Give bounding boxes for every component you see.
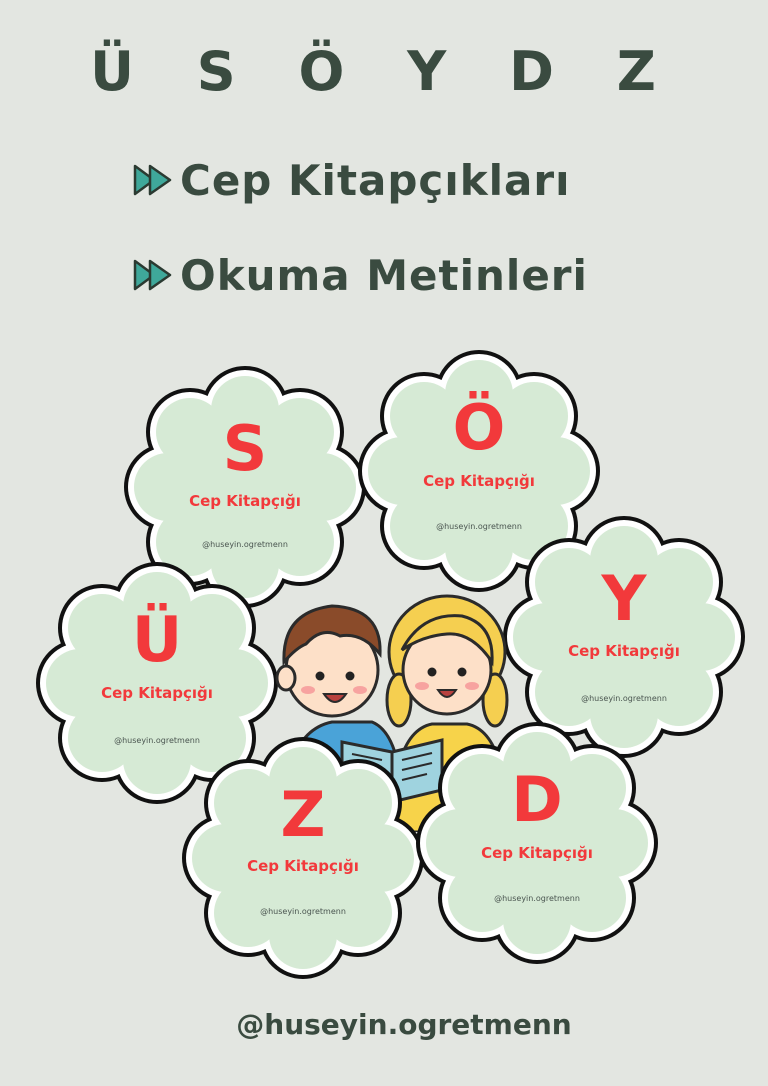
bullet-label: Okuma Metinleri	[180, 250, 588, 300]
bullet-item-cep-kitapciklari	[132, 150, 571, 210]
flower-caption: Cep Kitapçığı	[247, 857, 359, 875]
flower-letter: S	[222, 412, 268, 485]
bullet-label: Cep Kitapçıkları	[180, 155, 571, 205]
flower-caption: Cep Kitapçığı	[101, 684, 213, 702]
page-title: Ü S Ö Y D Z	[90, 40, 678, 103]
flower-caption: Cep Kitapçığı	[189, 492, 301, 510]
flower-caption: Cep Kitapçığı	[568, 642, 680, 660]
flower-shape	[412, 718, 662, 968]
footer-handle: @huseyin.ogretmenn	[236, 1008, 572, 1041]
flower-caption: Cep Kitapçığı	[481, 844, 593, 862]
flower-handle: @huseyin.ogretmenn	[436, 522, 522, 531]
double-play-arrow-icon	[132, 253, 176, 297]
flower-handle: @huseyin.ogretmenn	[581, 694, 667, 703]
flower-handle: @huseyin.ogretmenn	[202, 540, 288, 549]
flower-handle: @huseyin.ogretmenn	[494, 894, 580, 903]
flower-letter: Y	[601, 562, 647, 635]
flower-letter: Z	[280, 778, 326, 851]
flower-letter: Ö	[452, 391, 506, 464]
bullet-item-okuma-metinleri	[132, 245, 588, 305]
flower-caption: Cep Kitapçığı	[423, 472, 535, 490]
flower-letter: Ü	[131, 603, 183, 676]
flower-card-d	[412, 718, 662, 968]
flower-card-z	[178, 733, 428, 983]
flower-handle: @huseyin.ogretmenn	[260, 907, 346, 916]
double-play-arrow-icon	[132, 158, 176, 202]
flower-handle: @huseyin.ogretmenn	[114, 736, 200, 745]
flower-letter: D	[511, 763, 563, 836]
